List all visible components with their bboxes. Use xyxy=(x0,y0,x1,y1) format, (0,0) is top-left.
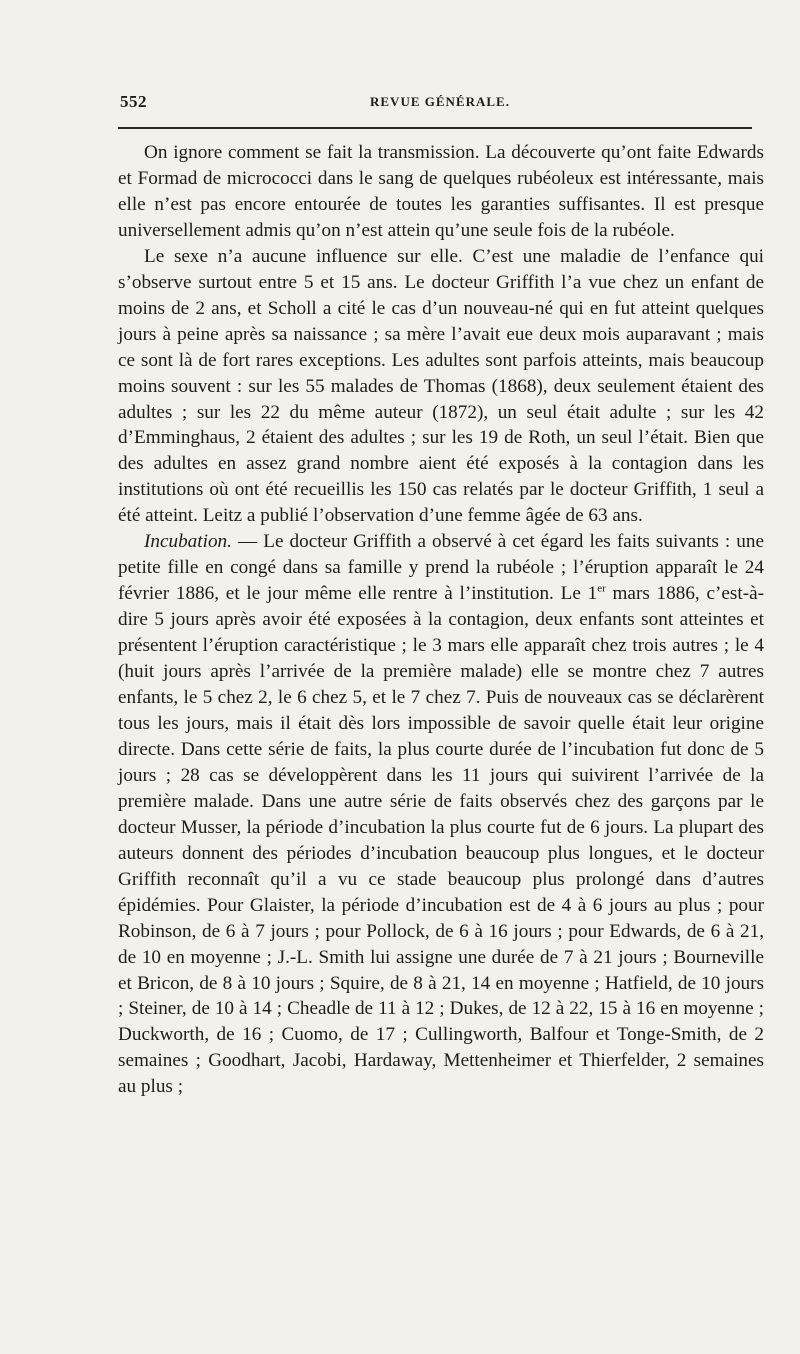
incubation-heading: Incubation. xyxy=(144,531,232,553)
running-header xyxy=(120,92,750,116)
paragraph-transmission: On ignore comment se fait la transmission. La découverte qu’ont faite Edwards et Formad de micrococci dans le sang de quelques rubéoleux est intéressante, mais elle n’est pas encore entourée de toutes les garanties suffisantes. Il est presque universellement admis qu’on n’est attein qu’une seule fois de la rubéole. xyxy=(118,142,764,241)
page-number: 552 xyxy=(120,92,147,111)
header-rule xyxy=(118,127,752,129)
incubation-text-part1: — Le docteur Griffith a observé à cet égard les faits suivants : une petite fille en congé dans sa famille y prend la rubéole ; l’éruption apparaît le 24 février 1886, et le jour même elle rentre à l’institution. Le 1 xyxy=(118,531,764,605)
incubation-text-part2: mars 1886, c’est-à-dire 5 jours après avoir été exposées à la contagion, deux enfants sont atteintes et présentent l’éruption caractéristique ; le 3 mars elle apparaît chez trois autres ; le 4 (huit jours après l’arrivée de la première malade) elle se montre chez 7 autres enfants, le 5 chez 2, le 6 chez 5, et le 7 chez 7. Puis de nouveaux cas se déclarèrent tous les jours, mais il était dès lors impossible de savoir quelle était leur origine directe. Dans cette série de faits, la plus courte durée de l’incubation fut donc de 5 jours ; 28 cas se développèrent dans les 11 jours qui suivirent l’arrivée de la première malade. Dans une autre série de faits observés chez des garçons par le docteur Musser, la période d’incubation la plus courte fut de 6 jours. La plupart des auteurs donnent des périodes d’incubation beaucoup plus longues, et le docteur Griffith reconnaît qu’il a vu ce stade beaucoup plus prolongé dans d’autres épidémies. Pour Glaister, la période d’incubation est de 4 à 6 jours au plus ; pour Robinson, de 6 à 7 jours ; pour Pollock, de 6 à 16 jours ; pour Edwards, de 6 à 21, de 10 en moyenne ; J.-L. Smith lui assigne une durée de 7 à 21 jours ; Bourneville et Bricon, de 8 à 10 jours ; Squire, de 8 à 21, 14 en moyenne ; Hatfield, de 10 jours ; Steiner, de 10 à 14 ; Cheadle de 11 à 12 ; Dukes, de 12 à 22, 15 à 16 en moyenne ; Duckworth, de 16 ; Cuomo, de 17 ; Cullingworth, Balfour et Tonge-Smith, de 2 semaines ; Goodhart, Jacobi, Hardaway, Mettenheimer et Thierfelder, 2 semaines au plus ; xyxy=(118,583,764,1098)
paragraph-incubation xyxy=(118,529,764,1100)
article-body xyxy=(118,140,764,1100)
paragraph-sex-age: Le sexe n’a aucune influence sur elle. C’est une maladie de l’enfance qui s’observe surtout entre 5 et 15 ans. Le docteur Griffith l’a vue chez un enfant de moins de 2 ans, et Scholl a cité le cas d’un nouveau-né qui en fut atteint quelques jours à peine après sa naissance ; sa mère l’avait eue deux mois auparavant ; mais ce sont là de fort rares exceptions. Les adultes sont parfois atteints, mais beaucoup moins souvent : sur les 55 malades de Thomas (1868), deux seulement étaient des adultes ; sur les 22 du même auteur (1872), un seul était adulte ; sur les 42 d’Emminghaus, 2 étaient des adultes ; sur les 19 de Roth, un seul l’était. Bien que des adultes en assez grand nombre aient été exposés à la contagion dans les institutions où ont été recueillis les 150 cas relatés par le docteur Griffith, 1 seul a été atteint. Leitz a publié l’observation d’une femme âgée de 63 ans. xyxy=(118,245,764,527)
journal-title: REVUE GÉNÉRALE. xyxy=(370,94,510,109)
ordinal-superscript: er xyxy=(597,582,606,595)
